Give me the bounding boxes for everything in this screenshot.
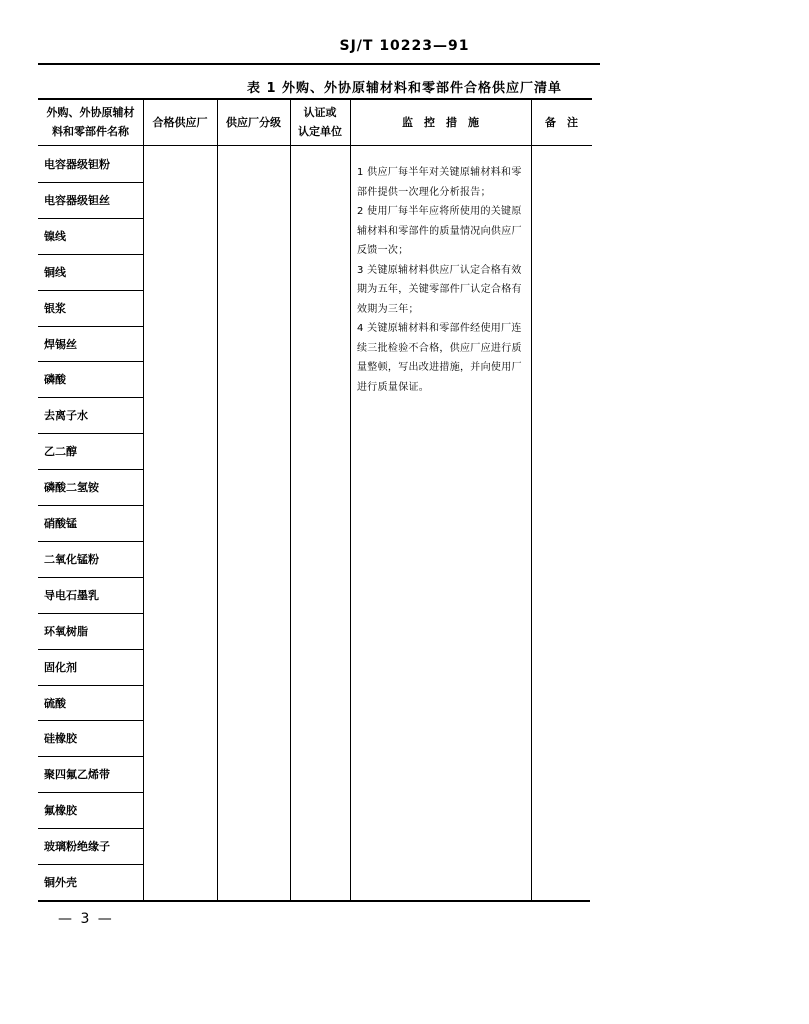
row-divider: [38, 720, 144, 721]
col-header-monitoring: 监 控 措 施: [402, 115, 479, 129]
col-header-qualified-supplier: 合格供应厂: [152, 115, 208, 129]
row-divider: [38, 613, 144, 614]
row-divider: [38, 541, 144, 542]
col-header-supplier-grade: 供应厂分级: [226, 115, 281, 129]
material-name: 去离子水: [44, 409, 88, 423]
monitoring-notes: [357, 163, 529, 397]
material-name: 电容器级钽丝: [44, 193, 110, 207]
row-divider: [38, 792, 144, 793]
col-header-cert-unit-line2: 认定单位: [298, 125, 342, 138]
material-name: 电容器级钽粉: [44, 158, 110, 171]
material-name: 环氧树脂: [44, 624, 88, 638]
row-divider: [38, 828, 144, 829]
material-name: 乙二醇: [44, 445, 77, 459]
material-name: 硝酸锰: [44, 517, 77, 530]
col-divider-5: [531, 99, 532, 901]
material-name: 氟橡胶: [44, 804, 77, 818]
top-rule: [38, 63, 600, 65]
row-divider: [38, 361, 144, 362]
col-divider-1: [143, 99, 144, 901]
note-item: 3 关键原辅材料供应厂认定合格有效期为五年，关键零部件厂认定合格有效期为三年；: [357, 264, 522, 315]
note-item: 1 供应厂每半年对关键原辅材料和零部件提供一次理化分析报告；: [357, 167, 522, 198]
header-rule-bottom: [38, 145, 592, 146]
row-divider: [38, 182, 144, 183]
row-divider: [38, 685, 144, 686]
row-divider: [38, 326, 144, 327]
note-item: 2 使用厂每半年应将所使用的关键原辅材料和零部件的质量情况向供应厂反馈一次；: [357, 206, 522, 256]
row-divider: [38, 756, 144, 757]
material-name: 导电石墨乳: [44, 588, 99, 602]
col-header-cert-unit-line1: 认证或: [303, 106, 337, 119]
row-divider: [38, 254, 144, 255]
material-name: 硅橡胶: [44, 732, 77, 746]
col-divider-3: [290, 99, 291, 901]
row-divider: [38, 397, 144, 398]
material-name: 聚四氟乙烯带: [44, 768, 110, 782]
page-number: — 3 —: [58, 911, 114, 927]
col-header-remarks: 备 注: [545, 115, 578, 129]
bottom-rule: [38, 900, 590, 902]
col-divider-2: [217, 99, 218, 901]
row-divider: [38, 218, 144, 219]
material-name: 硫酸: [44, 696, 66, 710]
material-name: 铜线: [44, 265, 66, 279]
material-name: 玻璃粉绝缘子: [44, 840, 110, 854]
row-divider: [38, 505, 144, 506]
material-name: 磷酸: [44, 373, 66, 387]
row-divider: [38, 290, 144, 291]
col-header-name: [38, 99, 143, 145]
table-title: 表 1 外购、外协原辅材料和零部件合格供应厂清单: [246, 81, 563, 96]
material-name: 磷酸二氢铵: [44, 481, 99, 495]
col-header-cert-unit: [290, 99, 350, 145]
material-name: 固化剂: [44, 660, 77, 674]
col-header-name-line2: 料和零部件名称: [52, 125, 129, 138]
row-divider: [38, 433, 144, 434]
material-name: 铜外壳: [44, 876, 77, 889]
row-divider: [38, 864, 144, 865]
row-divider: [38, 577, 144, 578]
material-name: 二氧化锰粉: [44, 552, 99, 566]
col-header-name-line1: 外购、外协原辅材: [46, 106, 135, 119]
row-divider: [38, 649, 144, 650]
document-code: SJ/T 10223—91: [339, 38, 470, 54]
material-name: 镍线: [44, 229, 66, 243]
note-item: 4 关键原辅材料和零部件经使用厂连续三批检验不合格，供应厂应进行质量整顿，写出改进措施，并向使用厂进行质量保证。: [357, 323, 522, 393]
material-name: 焊锡丝: [44, 337, 77, 351]
col-divider-4: [350, 99, 351, 901]
material-name: 银浆: [44, 301, 66, 315]
row-divider: [38, 469, 144, 470]
